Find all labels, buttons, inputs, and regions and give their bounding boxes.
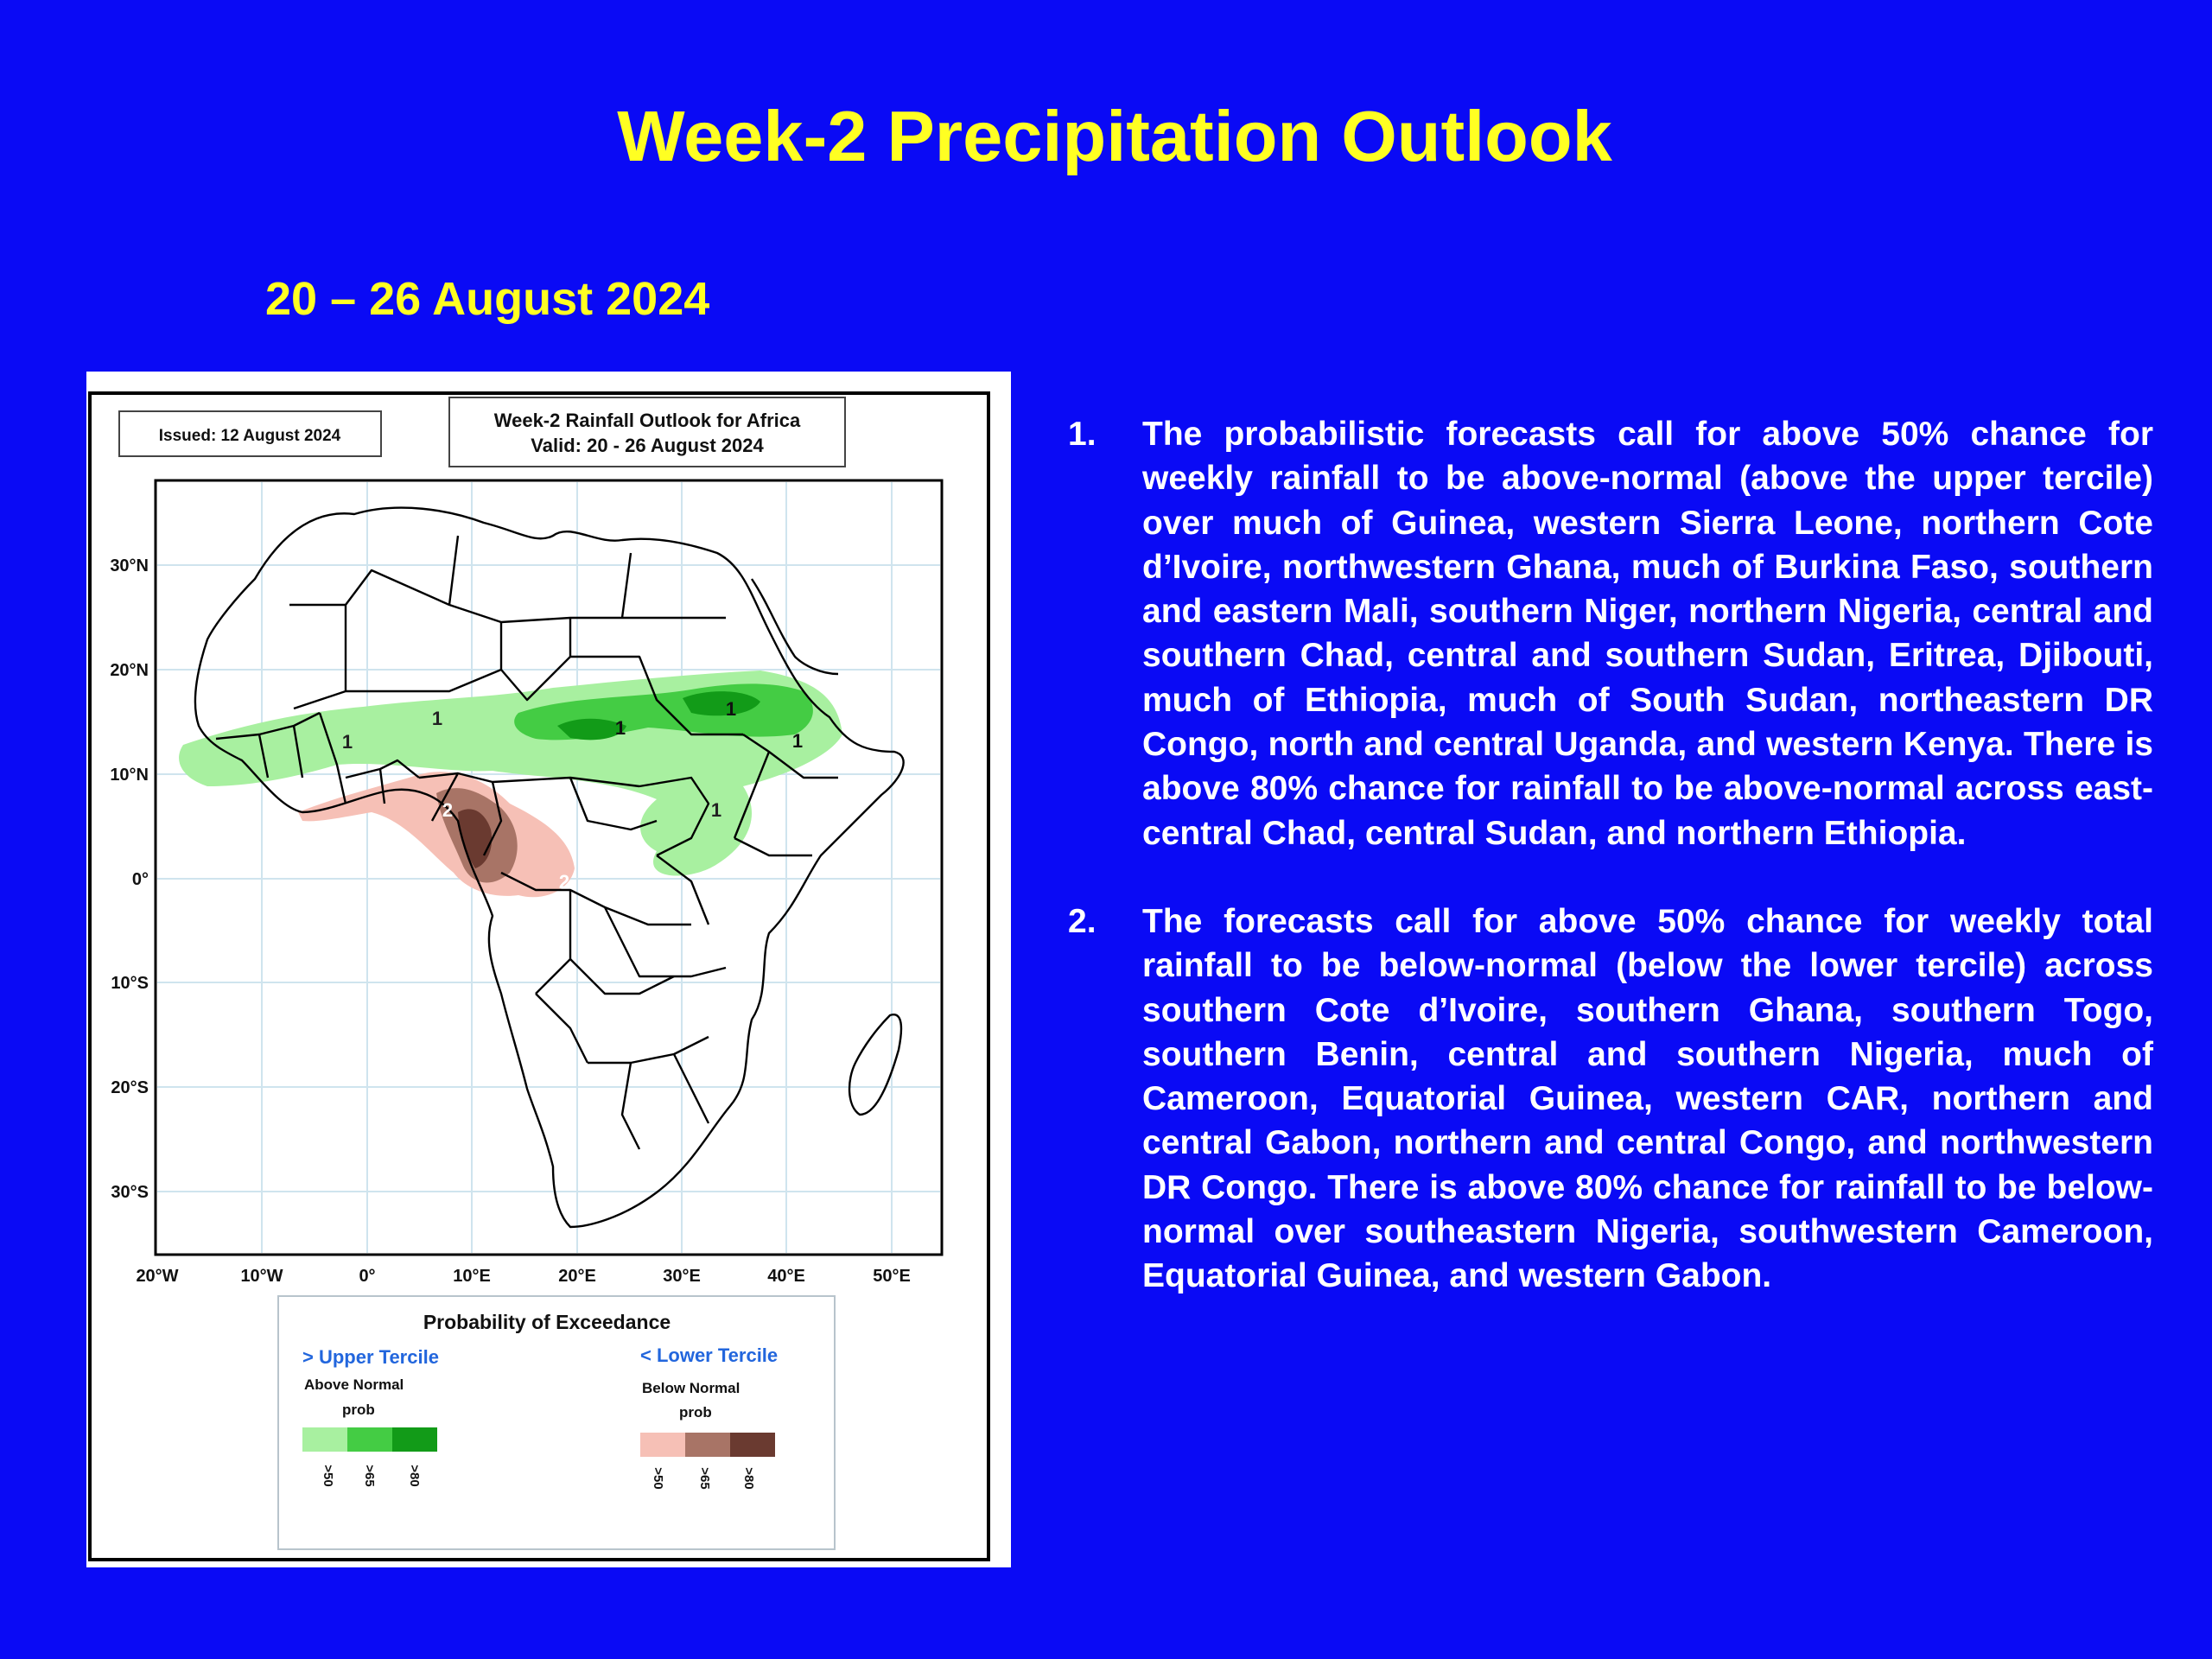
legend-threshold: >65 [362, 1465, 377, 1487]
lon-label: 0° [359, 1267, 376, 1286]
lat-label: 20°N [110, 661, 149, 680]
legend-lower-prob: prob [679, 1404, 712, 1421]
legend [278, 1296, 835, 1549]
bullet-number: 2. [1068, 902, 1096, 940]
map-title-line2: Valid: 20 - 26 August 2024 [531, 435, 764, 456]
map-title-box [449, 397, 845, 467]
bullet-number: 1. [1068, 416, 1096, 453]
forecast-bullets [1068, 412, 2153, 1343]
region-label: 1 [791, 730, 804, 752]
legend-swatch-above-65 [347, 1427, 392, 1452]
lon-label: 30°E [663, 1267, 701, 1286]
rainfall-outlook-map [86, 372, 1011, 1567]
lon-label: 40°E [767, 1267, 805, 1286]
lat-label: 30°S [111, 1183, 149, 1202]
legend-swatch-below-65 [685, 1433, 730, 1457]
lat-label: 20°S [111, 1078, 149, 1097]
region-label: 1 [431, 708, 443, 729]
lon-label: 50°E [873, 1267, 911, 1286]
latitude-labels [110, 556, 149, 1202]
legend-threshold: >80 [407, 1465, 422, 1487]
legend-title: Probability of Exceedance [423, 1311, 671, 1333]
bullet-text: The probabilistic forecasts call for above 50% chance for weekly rainfall to be above-normal (above the upper tercile) over much of Guinea, western Sierra Leone, northern Cote d’Ivoire, northwestern Ghana, much of Burkina Faso, southern and eastern Mali, southern Niger, northern Nigeria, central and southern Chad, central and southern Sudan, Eritrea, Djibouti, much of Ethiopia, much of South Sudan, northeastern DR Congo, north and central Uganda, and western Kenya. There is above 80% chance for rainfall to be above-normal across east-central Chad, central Sudan, and northern Ethiopia. [1142, 416, 2153, 852]
legend-box [278, 1296, 835, 1549]
legend-threshold: >50 [321, 1465, 335, 1487]
slide-title: Week-2 Precipitation Outlook [617, 96, 1612, 176]
legend-threshold: >80 [741, 1467, 756, 1490]
lon-label: 10°W [240, 1267, 283, 1286]
legend-upper-heading: > Upper Tercile [302, 1346, 439, 1368]
issued-box [119, 411, 381, 456]
legend-upper-prob: prob [342, 1402, 375, 1418]
region-label: 1 [710, 799, 722, 821]
bullet-item [1068, 899, 2153, 1299]
legend-threshold: >65 [697, 1467, 712, 1490]
lat-label: 10°S [111, 974, 149, 993]
longitude-labels [136, 1267, 910, 1286]
lon-label: 10°E [453, 1267, 491, 1286]
legend-upper-sub: Above Normal [304, 1376, 404, 1393]
region-label: 2 [442, 799, 454, 821]
legend-lower-heading: < Lower Tercile [640, 1344, 779, 1366]
legend-swatch-above-80 [392, 1427, 437, 1452]
lat-label: 10°N [110, 766, 149, 785]
lat-label: 30°N [110, 556, 149, 575]
lon-label: 20°W [136, 1267, 179, 1286]
legend-lower-sub: Below Normal [642, 1380, 741, 1396]
bullet-item [1068, 412, 2153, 855]
region-label: 1 [341, 731, 353, 753]
issued-label: Issued: 12 August 2024 [158, 427, 341, 445]
lat-label: 0° [131, 870, 149, 889]
region-label: 1 [614, 717, 626, 739]
region-label: 1 [725, 698, 737, 720]
date-range: 20 – 26 August 2024 [265, 273, 710, 325]
legend-swatch-below-50 [640, 1433, 685, 1457]
bullet-text: The forecasts call for above 50% chance for weekly total rainfall to be below-normal (below the lower tercile) across southern Cote d’Ivoire, southern Ghana, southern Togo, southern Benin, central and southern Nigeria, much of Cameroon, Equatorial Guinea, western CAR, northern and central Gabon, northern and central Congo, and northwestern DR Congo. There is above 80% chance for rainfall to be below-normal over southeastern Nigeria, southwestern Cameroon, Equatorial Guinea, and western Gabon. [1142, 902, 2153, 1295]
legend-swatch-above-50 [302, 1427, 347, 1452]
legend-threshold: >50 [651, 1467, 665, 1490]
legend-swatch-below-80 [730, 1433, 775, 1457]
lon-label: 20°E [558, 1267, 596, 1286]
map-title-line1: Week-2 Rainfall Outlook for Africa [493, 410, 801, 431]
region-label: 2 [558, 871, 570, 893]
map-panel [86, 372, 1011, 1567]
